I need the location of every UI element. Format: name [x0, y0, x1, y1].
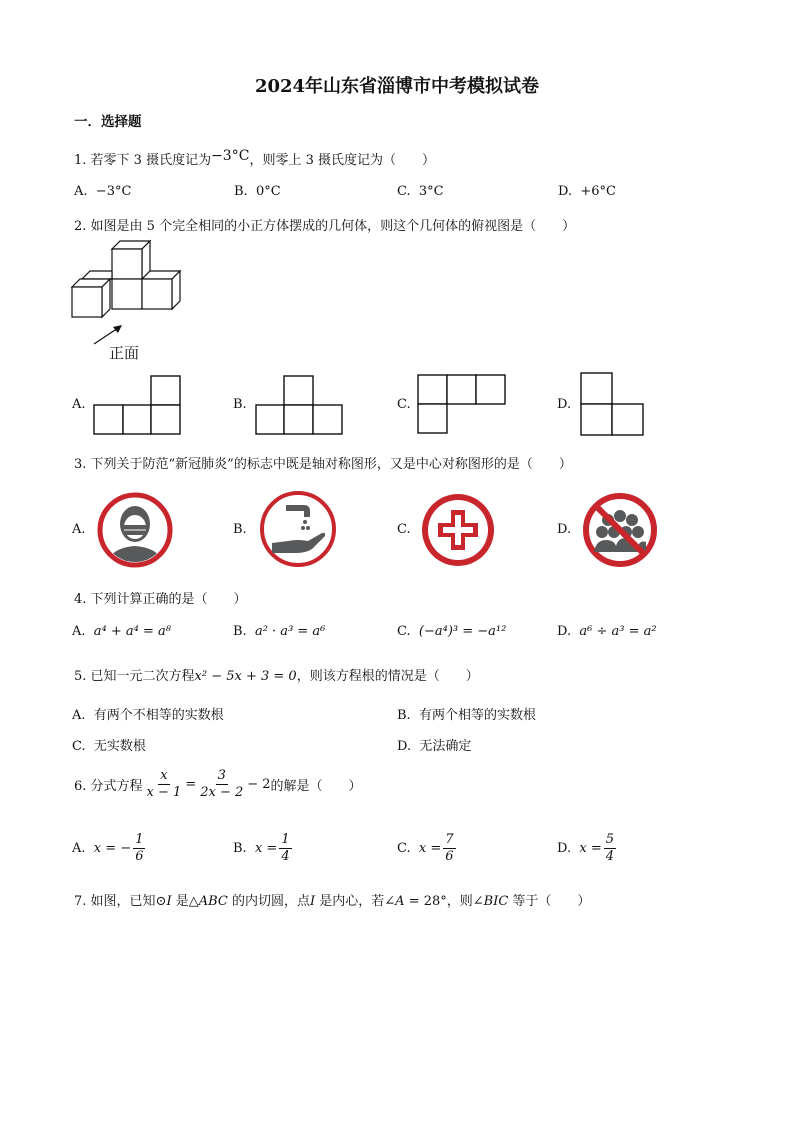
- front-label: 正面: [109, 344, 140, 362]
- q2-option-a-figure[interactable]: [93, 375, 183, 435]
- q2-option-c-label[interactable]: C.: [397, 397, 411, 412]
- question-2: 2. 如图是由 5 个完全相同的小正方体摆成的几何体，则这个几何体的俯视图是（ ）: [74, 219, 576, 234]
- q1-option-b[interactable]: B. 0°C: [234, 184, 281, 199]
- mask-person-icon[interactable]: [95, 490, 175, 570]
- q5-option-b[interactable]: B. 有两个相等的实数根: [397, 708, 536, 723]
- q2-option-d-figure[interactable]: [580, 372, 650, 437]
- q6-option-a[interactable]: A. x = − $\frac{1}{6}$: [72, 832, 144, 864]
- question-6: 6. 分式方程 $\frac{x}{x - 1}$ = $\frac{3}{2x - 2}$ − 2 的解是（ ）: [74, 768, 362, 800]
- q2-option-b-label[interactable]: B.: [233, 397, 247, 412]
- q1-stem-post: ，则零上 3 摄氏度记为（ ）: [249, 153, 435, 168]
- page-title: 2024年山东省淄博市中考模拟试卷: [254, 76, 540, 97]
- q4-option-b[interactable]: B. a² · a³ = a⁶: [233, 624, 326, 639]
- q3-option-d-label[interactable]: D.: [557, 522, 572, 537]
- question-7: 7. 如图，已知⊙I 是△ABC 的内切圆，点I 是内心，若∠A = 28°，则∠BIC 等于（ ）: [74, 894, 591, 909]
- question-1: [74, 149, 435, 168]
- q6-lhs-fraction: $\frac{x}{x - 1}$: [146, 768, 182, 800]
- q2-option-c-figure[interactable]: [417, 374, 507, 434]
- q6-option-b[interactable]: B. x = $\frac{1}{4}$: [233, 832, 290, 864]
- q4-option-c[interactable]: C. (−a⁴)³ = −a¹²: [397, 624, 507, 639]
- section-heading: 一．选择题: [74, 114, 142, 130]
- q6-rhs-fraction: $\frac{3}{2x - 2}$: [200, 768, 244, 800]
- hand-washing-icon[interactable]: [258, 489, 338, 569]
- q1-option-c[interactable]: C. 3°C: [397, 184, 444, 199]
- q1-stem-pre: 1. 若零下 3 摄氏度记为: [74, 153, 212, 168]
- question-4: 4. 下列计算正确的是（ ）: [74, 592, 247, 607]
- q5-equation: x² − 5x + 3 = 0: [194, 669, 297, 684]
- q1-stem-value: −3°C: [211, 148, 250, 164]
- q3-option-c-label[interactable]: C.: [397, 522, 411, 537]
- q2-option-b-figure[interactable]: [255, 375, 345, 435]
- q1-option-d[interactable]: D. +6°C: [558, 184, 616, 199]
- medical-cross-icon[interactable]: [418, 490, 498, 570]
- q6-option-c[interactable]: C. x = $\frac{7}{6}$: [397, 832, 454, 864]
- q3-option-b-label[interactable]: B.: [233, 522, 247, 537]
- no-gathering-icon[interactable]: [580, 490, 660, 570]
- q4-option-a[interactable]: A. a⁴ + a⁴ = a⁸: [72, 624, 171, 639]
- q3-option-a-label[interactable]: A.: [72, 522, 86, 537]
- q1-option-a[interactable]: A. −3°C: [74, 184, 132, 199]
- q2-option-a-label[interactable]: A.: [72, 397, 86, 412]
- q6-option-d[interactable]: D. x = $\frac{5}{4}$: [557, 832, 614, 864]
- q4-option-d[interactable]: D. a⁶ ÷ a³ = a²: [557, 624, 657, 639]
- q5-option-a[interactable]: A. 有两个不相等的实数根: [72, 708, 224, 723]
- q5-option-c[interactable]: C. 无实数根: [72, 739, 146, 754]
- q2-option-d-label[interactable]: D.: [557, 397, 572, 412]
- q5-option-d[interactable]: D. 无法确定: [397, 739, 472, 754]
- question-5: 5. 已知一元二次方程x² − 5x + 3 = 0，则该方程根的情况是（ ）: [74, 669, 479, 684]
- cube-stack-figure: [70, 238, 190, 348]
- question-3: 3. 下列关于防范“新冠肺炎”的标志中既是轴对称图形，又是中心对称图形的是（ ）: [74, 457, 572, 472]
